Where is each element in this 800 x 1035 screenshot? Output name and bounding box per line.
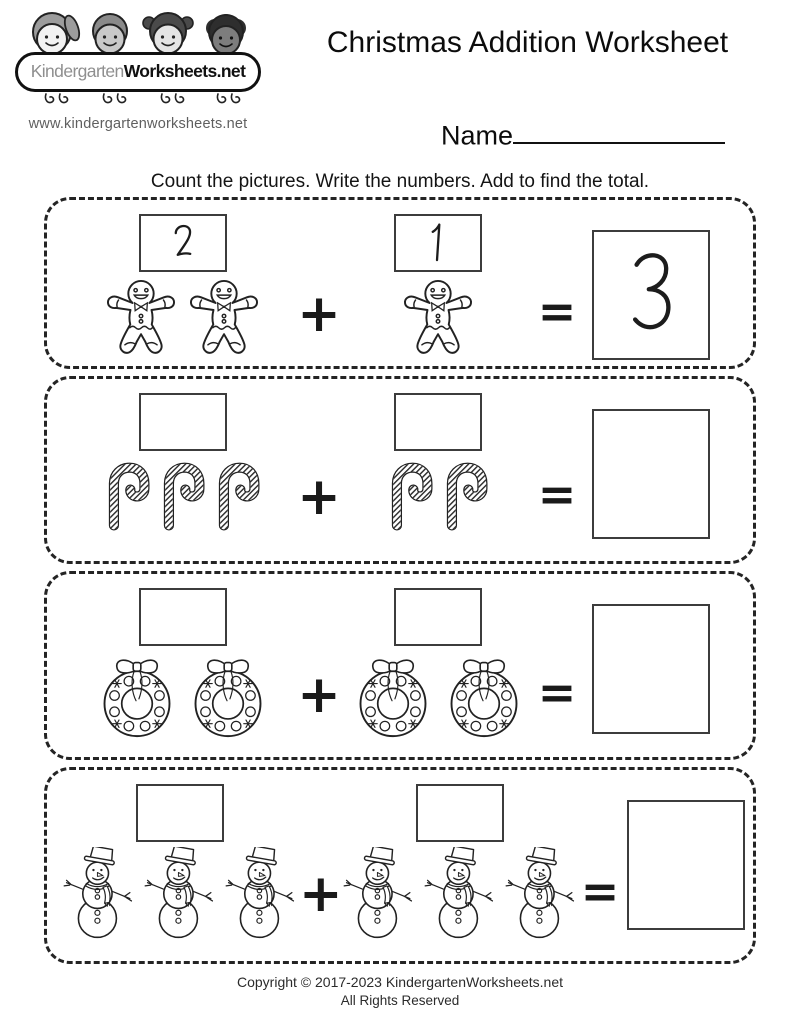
addend-1-group bbox=[75, 214, 290, 359]
addend-2-group bbox=[348, 393, 528, 534]
snowman-icon bbox=[422, 847, 498, 939]
logo-text-worksheets: Worksheets.net bbox=[123, 61, 246, 81]
site-logo bbox=[14, 6, 262, 107]
handwritten-digit-3 bbox=[615, 244, 687, 346]
handwritten-digit-2 bbox=[166, 220, 200, 266]
wreath-icon bbox=[350, 651, 436, 741]
snowman-icon bbox=[341, 847, 417, 939]
snowman-icon bbox=[142, 847, 218, 939]
addend-2-group bbox=[348, 588, 528, 741]
gingerbread-man-icon bbox=[185, 277, 263, 359]
equals-sign: = bbox=[580, 864, 620, 918]
footer bbox=[0, 974, 800, 1008]
addend-1-pictures bbox=[102, 277, 263, 359]
total-write-box[interactable] bbox=[592, 409, 710, 539]
addend-2-pictures bbox=[386, 456, 491, 534]
logo-sign bbox=[15, 52, 261, 92]
name-write-line[interactable] bbox=[513, 114, 725, 144]
snowman-icon bbox=[61, 847, 137, 939]
problem-row bbox=[44, 767, 756, 964]
addend-1-write-box[interactable] bbox=[139, 393, 227, 451]
addend-1-pictures bbox=[94, 651, 271, 741]
addend-2-pictures bbox=[350, 651, 527, 741]
equals-sign: = bbox=[537, 467, 577, 521]
addend-1-group bbox=[75, 393, 290, 534]
plus-sign: + bbox=[299, 864, 343, 924]
addend-1-write-box[interactable] bbox=[139, 588, 227, 646]
addend-2-group bbox=[348, 214, 528, 359]
problem-row bbox=[44, 197, 756, 369]
copyright-text: Copyright © 2017-2023 KindergartenWorksheets.net bbox=[236, 974, 564, 990]
logo-text-kindergarten: Kindergarten bbox=[30, 61, 124, 81]
candy-cane-icon bbox=[386, 456, 436, 534]
wreath-icon bbox=[185, 651, 271, 741]
total-write-box[interactable] bbox=[592, 604, 710, 734]
snowman-icon bbox=[503, 847, 579, 939]
addend-2-write-box[interactable] bbox=[394, 214, 482, 272]
logo-feet-curls bbox=[22, 93, 254, 107]
total-write-box[interactable] bbox=[592, 230, 710, 360]
plus-sign: + bbox=[297, 467, 341, 527]
instruction-text: Count the pictures. Write the numbers. Add to find the total. bbox=[150, 171, 650, 192]
snowman-icon bbox=[223, 847, 299, 939]
problem-row bbox=[44, 571, 756, 760]
addend-1-write-box[interactable] bbox=[139, 214, 227, 272]
rights-text: All Rights Reserved bbox=[340, 993, 460, 1008]
addend-2-group bbox=[341, 784, 579, 939]
candy-cane-icon bbox=[213, 456, 263, 534]
addend-1-pictures bbox=[61, 847, 299, 939]
addend-1-group bbox=[75, 588, 290, 741]
plus-sign: + bbox=[297, 284, 341, 344]
wreath-icon bbox=[441, 651, 527, 741]
gingerbread-man-icon bbox=[399, 277, 477, 359]
equals-sign: = bbox=[537, 284, 577, 338]
addend-2-pictures bbox=[341, 847, 579, 939]
addend-1-pictures bbox=[103, 456, 263, 534]
gingerbread-man-icon bbox=[102, 277, 180, 359]
addend-2-write-box[interactable] bbox=[416, 784, 504, 842]
handwritten-digit-1 bbox=[421, 220, 455, 266]
addend-1-group bbox=[61, 784, 299, 939]
candy-cane-icon bbox=[158, 456, 208, 534]
wreath-icon bbox=[94, 651, 180, 741]
addend-1-write-box[interactable] bbox=[136, 784, 224, 842]
page-title: Christmas Addition Worksheet bbox=[326, 26, 729, 59]
website-url: www.kindergartenworksheets.net bbox=[28, 116, 248, 132]
addend-2-write-box[interactable] bbox=[394, 393, 482, 451]
name-label: Name bbox=[441, 120, 514, 151]
total-write-box[interactable] bbox=[627, 800, 745, 930]
addend-2-write-box[interactable] bbox=[394, 588, 482, 646]
candy-cane-icon bbox=[441, 456, 491, 534]
problem-row bbox=[44, 376, 756, 564]
addend-2-pictures bbox=[399, 277, 477, 359]
plus-sign: + bbox=[297, 665, 341, 725]
candy-cane-icon bbox=[103, 456, 153, 534]
name-row bbox=[441, 114, 725, 151]
problems bbox=[44, 197, 756, 964]
equals-sign: = bbox=[537, 665, 577, 719]
